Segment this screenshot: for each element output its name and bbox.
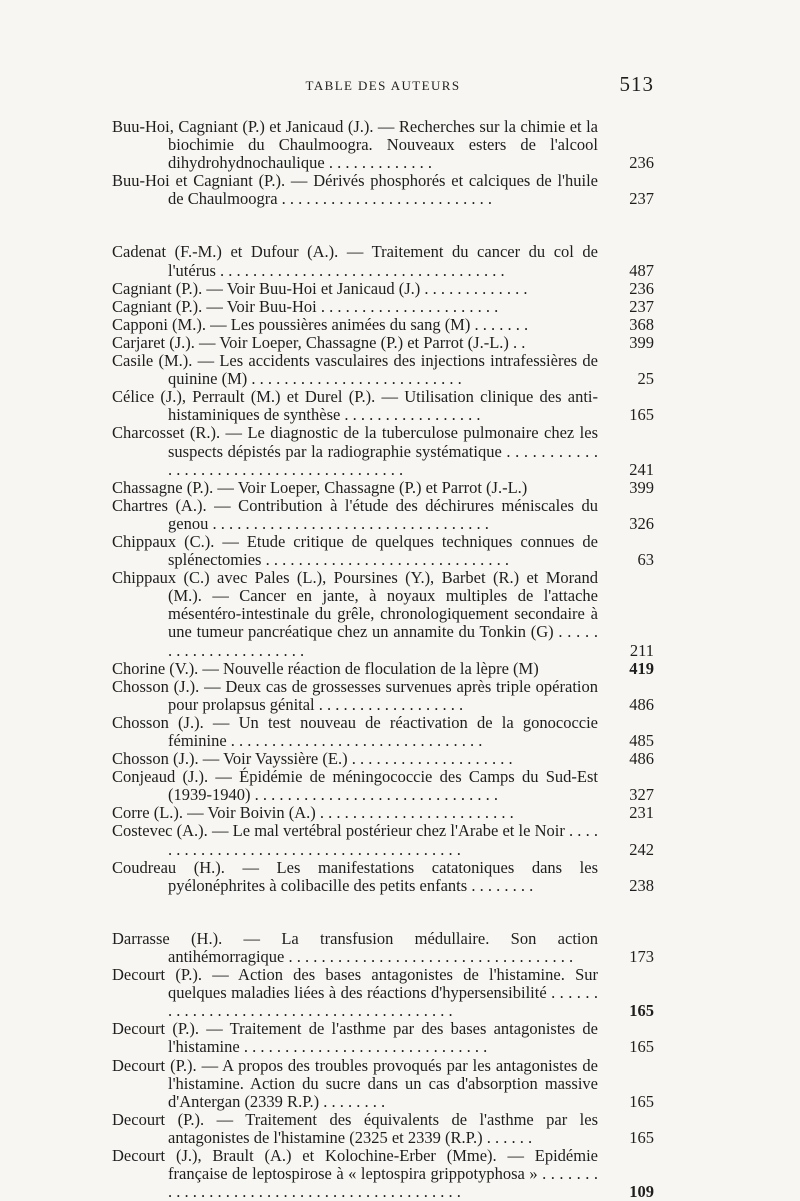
- entry-text: Buu-Hoi, Cagniant (P.) et Janicaud (J.). — Recherches sur la chimie et la biochimie du Chaulmoogra. Nouveaux esters de l'alcool dihydrohydnochaulique . . . . . . . . . . . . .: [112, 117, 598, 173]
- entry-page-ref: 165: [629, 1127, 654, 1147]
- entry-page-ref: 238: [629, 875, 654, 895]
- entry-page-ref: 165: [629, 1001, 654, 1021]
- index-entry: [112, 479, 654, 497]
- entry-page-ref: 399: [629, 477, 654, 497]
- entry-page-ref: 368: [629, 314, 654, 334]
- index-entry: [112, 172, 654, 208]
- index-entry: [112, 533, 654, 569]
- index-entry: [112, 678, 654, 714]
- index-entry: [112, 118, 654, 172]
- entry-text: Capponi (M.). — Les poussières animées du sang (M) . . . . . . .: [112, 314, 529, 334]
- entry-page-ref: 237: [629, 189, 654, 209]
- entry-text: Cagniant (P.). — Voir Buu-Hoi et Janicaud (J.) . . . . . . . . . . . . .: [112, 278, 528, 298]
- entry-text: Charcosset (R.). — Le diagnostic de la tuberculose pulmonaire chez les suspects dépistés par la radiographie systématique . . . . . . . . . . . . . . . . . . . . . . . . . . . . . . . . . . . . . . . .: [112, 423, 598, 479]
- entry-text: Carjaret (J.). — Voir Loeper, Chassagne (P.) et Parrot (J.-L.) . .: [112, 332, 526, 352]
- index-entry: [112, 243, 654, 279]
- entry-text: Casile (M.). — Les accidents vasculaires des injections intrafessières de quinine (M) . . . . . . . . . . . . . . . . . . . . . . . . . .: [112, 351, 598, 389]
- page-number: 513: [619, 72, 654, 96]
- index-entry: [112, 660, 654, 678]
- entry-text: Costevec (A.). — Le mal vertébral postérieur chez l'Arabe et le Noir . . . . . . . . . . . . . . . . . . . . . . . . . . . . . . . . . . . . . . . .: [112, 821, 598, 859]
- running-title: TABLE DES AUTEURS: [305, 78, 461, 93]
- entry-text: Chosson (J.). — Voir Vayssière (E.) . . . . . . . . . . . . . . . . . . . .: [112, 749, 513, 769]
- index-entry: [112, 714, 654, 750]
- entry-text: Célice (J.), Perrault (M.) et Durel (P.). — Utilisation clinique des anti-histaminiques de synthèse . . . . . . . . . . . . . . . . .: [112, 387, 598, 425]
- index-entry: [112, 750, 654, 768]
- entry-text: Chippaux (C.). — Etude critique de quelques techniques connues de splénectomies . . . . . . . . . . . . . . . . . . . . . . . . . . . . . .: [112, 531, 598, 570]
- entry-text: Darrasse (H.). — La transfusion médullaire. Son action antihémorragique . . . . . . . . . . . . . . . . . . . . . . . . . . . . . . . . . . .: [112, 928, 598, 966]
- entry-text: Chosson (J.). — Deux cas de grossesses survenues après triple opération pour prolapsus génital . . . . . . . . . . . . . . . . . .: [112, 676, 598, 714]
- entry-page-ref: 109: [629, 1182, 654, 1201]
- entry-text: Cagniant (P.). — Voir Buu-Hoi . . . . . . . . . . . . . . . . . . . . . .: [112, 296, 499, 316]
- entry-page-ref: 485: [629, 731, 654, 750]
- entry-page-ref: 165: [629, 405, 654, 425]
- entry-text: Corre (L.). — Voir Boivin (A.) . . . . . . . . . . . . . . . . . . . . . . . .: [112, 803, 514, 823]
- index-entry: [112, 804, 654, 822]
- entry-page-ref: 487: [629, 260, 654, 280]
- index-entry: [112, 930, 654, 966]
- entry-text: Coudreau (H.). — Les manifestations catatoniques dans les pyélonéphrites à colibacille des petits enfants . . . . . . . .: [112, 857, 598, 895]
- entry-page-ref: 165: [629, 1091, 654, 1111]
- entry-text: Decourt (J.), Brault (A.) et Kolochine-Erber (Mme). — Epidémie française de leptospirose à « leptospira grippotyphosa » . . . . . . . . . . . . . . . . . . . . . . . . . . . . . . . . . . . . . . . . . . .: [112, 1145, 598, 1201]
- entry-page-ref: 486: [629, 749, 654, 769]
- index-entry: [112, 768, 654, 804]
- entry-page-ref: 242: [629, 839, 654, 859]
- entry-page-ref: 486: [629, 694, 654, 714]
- entry-page-ref: 236: [629, 153, 654, 173]
- entry-page-ref: 399: [629, 332, 654, 352]
- entry-page-ref: 63: [637, 550, 654, 570]
- index-entry: [112, 859, 654, 895]
- entry-text: Decourt (P.). — A propos des troubles provoqués par les antagonistes de l'histamine. Action du sucre dans un cas d'absorption massive d'Antergan (2339 R.P.) . . . . . . . .: [112, 1055, 598, 1111]
- index-entry: [112, 1147, 654, 1201]
- index-entry: [112, 1111, 654, 1147]
- page-header: [112, 72, 654, 100]
- entry-page-ref: 173: [629, 946, 654, 966]
- section-gap: [112, 895, 654, 930]
- entry-text: Chorine (V.). — Nouvelle réaction de floculation de la lèpre (M): [112, 658, 539, 678]
- index-entry: [112, 388, 654, 424]
- entry-page-ref: 165: [629, 1037, 654, 1057]
- entry-text: Buu-Hoi et Cagniant (P.). — Dérivés phosphorés et calciques de l'huile de Chaulmoogra . . . . . . . . . . . . . . . . . . . . . . . . . .: [112, 171, 598, 209]
- entry-page-ref: 419: [629, 658, 654, 678]
- index-entry: [112, 424, 654, 478]
- entry-page-ref: 211: [629, 640, 654, 660]
- index-entry: [112, 316, 654, 334]
- index-entry: [112, 822, 654, 858]
- entry-page-ref: 237: [629, 296, 654, 316]
- index-entry: [112, 966, 654, 1020]
- entry-text: Decourt (P.). — Traitement des équivalents de l'asthme par les antagonistes de l'histamine (2325 et 2339 (R.P.) . . . . . .: [112, 1109, 598, 1147]
- entry-text: Chassagne (P.). — Voir Loeper, Chassagne (P.) et Parrot (J.-L.): [112, 477, 528, 497]
- entry-page-ref: 25: [637, 369, 654, 389]
- index-entry: [112, 1057, 654, 1111]
- index-entry: [112, 569, 654, 659]
- entry-text: Chartres (A.). — Contribution à l'étude des déchirures méniscales du genou . . . . . . . . . . . . . . . . . . . . . . . . . . . . . . . . . .: [112, 495, 598, 533]
- entry-page-ref: 236: [629, 278, 654, 298]
- index-entry: [112, 280, 654, 298]
- entry-page-ref: 231: [629, 803, 654, 823]
- entry-text: Cadenat (F.-M.) et Dufour (A.). — Traitement du cancer du col de l'utérus . . . . . . . . . . . . . . . . . . . . . . . . . . . . . . . . . . .: [112, 242, 598, 280]
- entry-text: Chippaux (C.) avec Pales (L.), Poursines (Y.), Barbet (R.) et Morand (M.). — Cancer en jante, à noyaux multiples de l'attache mésentéro-intestinale du grêle, chronologiquement secondaire à une tumeur pancréatique chez un annamite du Tonkin (G) . . . . . . . . . . . . . . . . . . . . . .: [112, 568, 598, 660]
- index-entry: [112, 352, 654, 388]
- entry-page-ref: 241: [629, 459, 654, 479]
- author-index: [112, 118, 654, 1201]
- entry-page-ref: 326: [629, 513, 654, 533]
- index-entry: [112, 334, 654, 352]
- section-gap: [112, 208, 654, 243]
- entry-text: Decourt (P.). — Action des bases antagonistes de l'histamine. Sur quelques maladies liées à des réactions d'hypersensibilité . . . . . . . . . . . . . . . . . . . . . . . . . . . . . . . . . . . . . . . . .: [112, 965, 598, 1021]
- index-entry: [112, 497, 654, 533]
- index-entry: [112, 1020, 654, 1056]
- entry-text: Decourt (P.). — Traitement de l'asthme par des bases antagonistes de l'histamine . . . . . . . . . . . . . . . . . . . . . . . . . . . . . .: [112, 1019, 598, 1057]
- entry-text: Chosson (J.). — Un test nouveau de réactivation de la gonococcie féminine . . . . . . . . . . . . . . . . . . . . . . . . . . . . . . .: [112, 712, 598, 750]
- index-entry: [112, 298, 654, 316]
- entry-text: Conjeaud (J.). — Épidémie de méningococcie des Camps du Sud-Est (1939-1940) . . . . . . . . . . . . . . . . . . . . . . . . . . . . . .: [112, 767, 598, 805]
- entry-page-ref: 327: [629, 785, 654, 805]
